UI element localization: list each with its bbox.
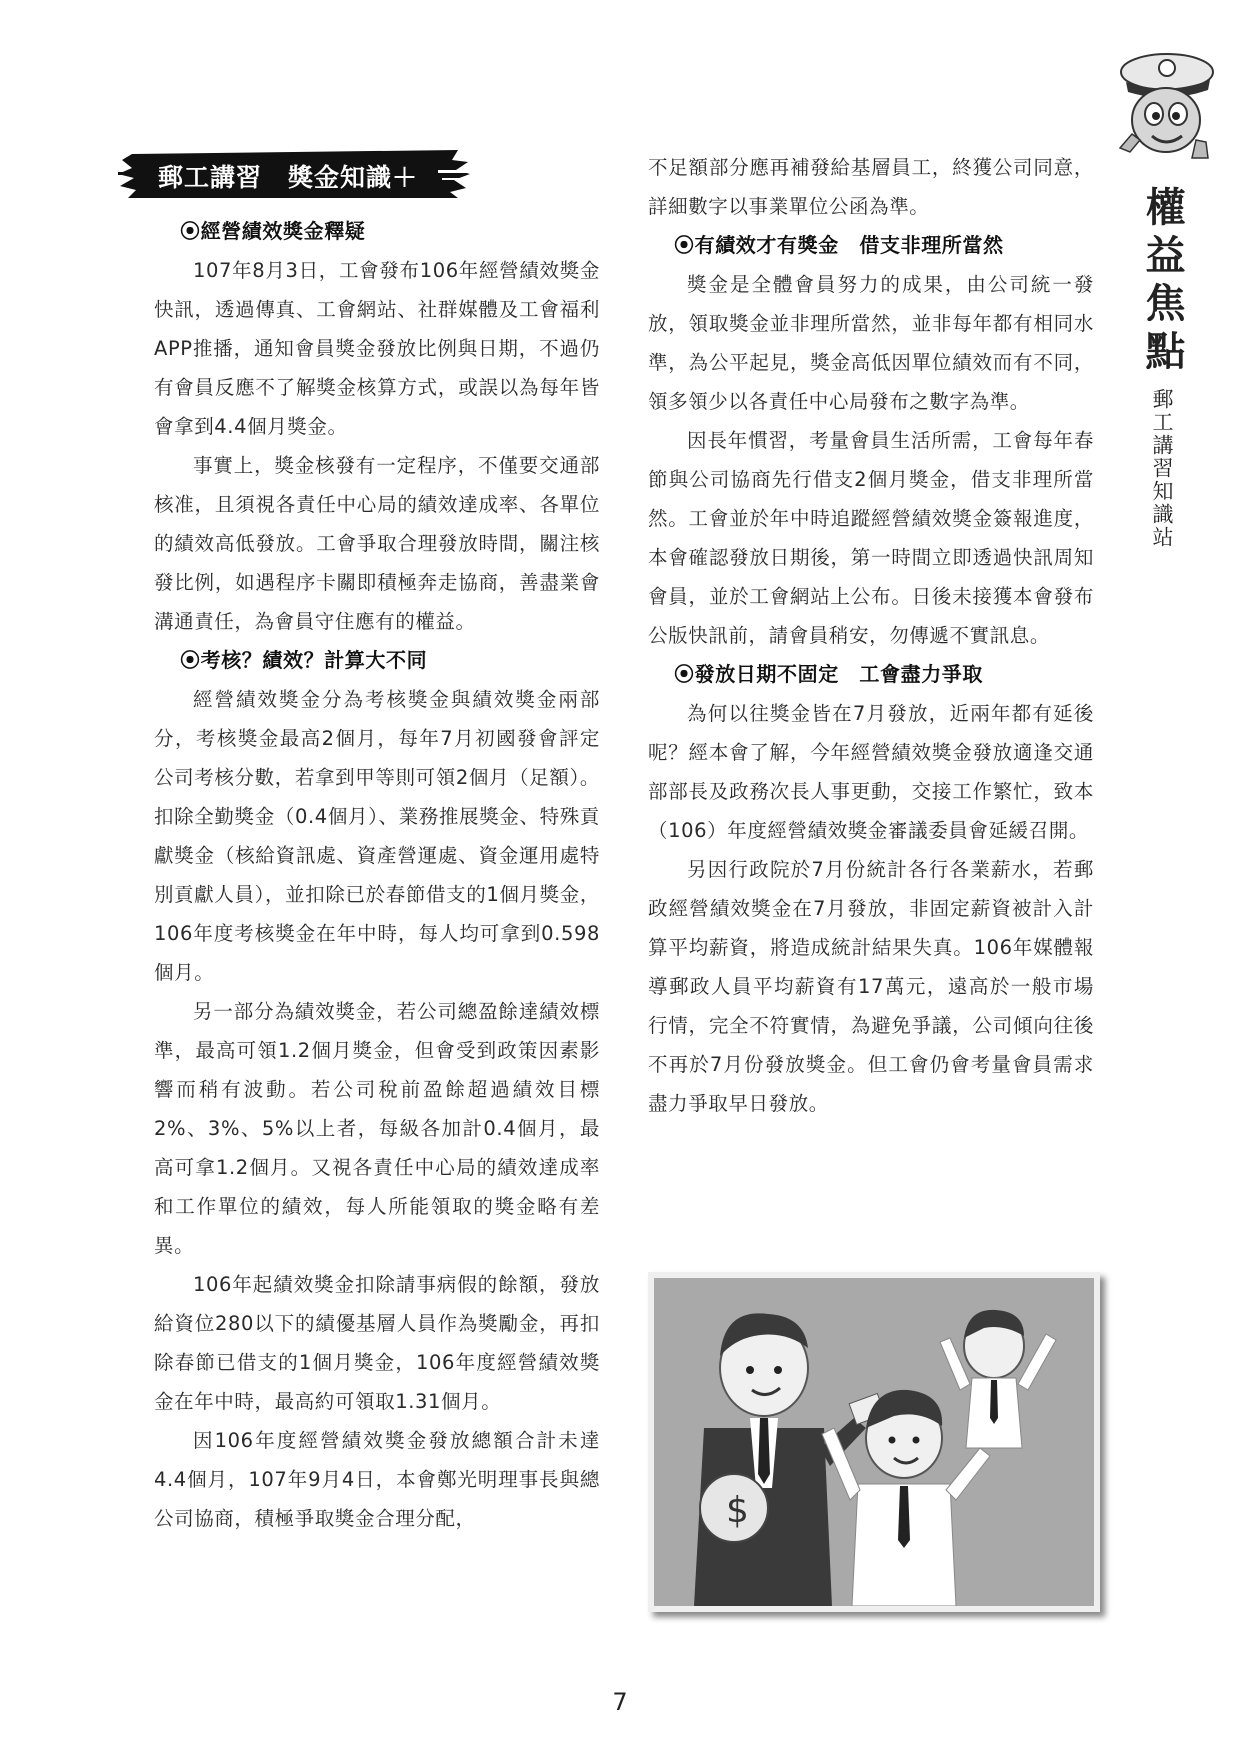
side-title: 權益焦點 [1139, 186, 1186, 378]
paragraph: 事實上，獎金核發有一定程序，不僅要交通部核准，且須視各責任中心局的績效達成率、各單位的績效高低發放。工會爭取合理發放時間，關注核發比例，如遇程序卡關即積極奔走協商，善盡業會溝通責任，為會員守住應有的權益。 [154, 454, 600, 633]
heading-payment-date: ⦿發放日期不固定 工會盡力爭取 [674, 662, 983, 686]
paragraph: 106年起績效獎金扣除請事病假的餘額，發放給資位280以下的績優基層人員作為獎勵金，再扣除春節已借支的1個月獎金，106年度經營績效獎金在年中時，最高約可領取1.31個月。 [154, 1273, 600, 1413]
paragraph: 為何以往獎金皆在7月發放，近兩年都有延後呢？經本會了解，今年經營績效獎金發放適逢交通部部長及政務次長人事更動，交接工作繁忙，致本（106）年度經營績效獎金審議委員會延緩召開。 [648, 702, 1094, 842]
paragraph: 另因行政院於7月份統計各行各業薪水，若郵政經營績效獎金在7月發放，非固定薪資被計入計算平均薪資，將造成統計結果失真。106年媒體報導郵政人員平均薪資有17萬元，遠高於一般市場行情，完全不符實情，為避免爭議，公司傾向往後不再於7月份發放獎金。但工會仍會考量會員需求盡力爭取早日發放。 [648, 858, 1094, 1115]
paragraph: 因106年度經營績效獎金發放總額合計未達4.4個月，107年9月4日，本會鄭光明理事長與總公司協商，積極爭取獎金合理分配， [154, 1429, 600, 1530]
section-banner [118, 148, 470, 200]
right-column [648, 148, 1094, 1123]
employee-figure [822, 1390, 990, 1606]
heading-bonus-advance: ⦿有績效才有獎金 借支非理所當然 [674, 233, 1004, 257]
paragraph: 獎金是全體會員努力的成果，由公司統一發放，領取獎金並非理所當然，並非每年都有相同水準，為公平起見，獎金高低因單位績效而有不同，領多領少以各責任中心局發布之數字為準。 [648, 273, 1094, 413]
paragraph: 107年8月3日，工會發布106年經營績效獎金快訊，透過傳真、工會網站、社群媒體及工會福利APP推播，通知會員獎金發放比例與日期，不過仍有會員反應不了解獎金核算方式，或誤以為每年皆會拿到4.4個月獎金。 [154, 259, 600, 438]
page-number: 7 [612, 1688, 628, 1716]
paragraph: 另一部分為績效獎金，若公司總盈餘達績效標準，最高可領1.2個月獎金，但會受到政策因素影響而稍有波動。若公司稅前盈餘超過績效目標2%、3%、5%以上者，每級各加計0.4個月，最高可拿1.2個月。又視各責任中心局的績效達成率和工作單位的績效，每人所能領取的獎金略有差異。 [154, 1000, 600, 1257]
svg-text:$: $ [726, 1490, 749, 1531]
paragraph: 經營績效獎金分為考核獎金與績效獎金兩部分，考核獎金最高2個月，每年7月初國發會評定公司考核分數，若拿到甲等則可領2個月（足額）。扣除全勤獎金（0.4個月）、業務推展獎金、特殊貢獻獎金（核給資訊處、資產營運處、資金運用處特別貢獻人員），並扣除已於春節借支的1個月獎金，106年度考核獎金在年中時，每人均可拿到0.598個月。 [154, 688, 600, 984]
left-column [154, 212, 600, 1538]
heading-performance-bonus: ⦿經營績效獎金釋疑 [180, 219, 366, 243]
mascot-logo [1112, 48, 1222, 164]
paragraph: 因長年慣習，考量會員生活所需，工會每年春節與公司協商先行借支2個月獎金，借支非理所當然。工會並於年中時追蹤經營績效獎金簽報進度，本會確認發放日期後，第一時間立即透過快訊周知會員，並於工會網站上公布。日後未接獲本會發布公版快訊前，請會員稍安，勿傳遞不實訊息。 [648, 429, 1094, 647]
bonus-illustration [648, 1272, 1100, 1612]
banner-title: 郵工講習 獎金知識＋ [158, 163, 419, 192]
paragraph-continued: 不足額部分應再補發給基層員工，終獲公司同意，詳細數字以事業單位公函為準。 [648, 156, 1094, 218]
employee-figure [940, 1310, 1056, 1448]
side-subtitle: 郵工講習知識站 [1150, 388, 1174, 549]
heading-assessment-vs-performance: ⦿考核？績效？計算大不同 [180, 648, 428, 672]
